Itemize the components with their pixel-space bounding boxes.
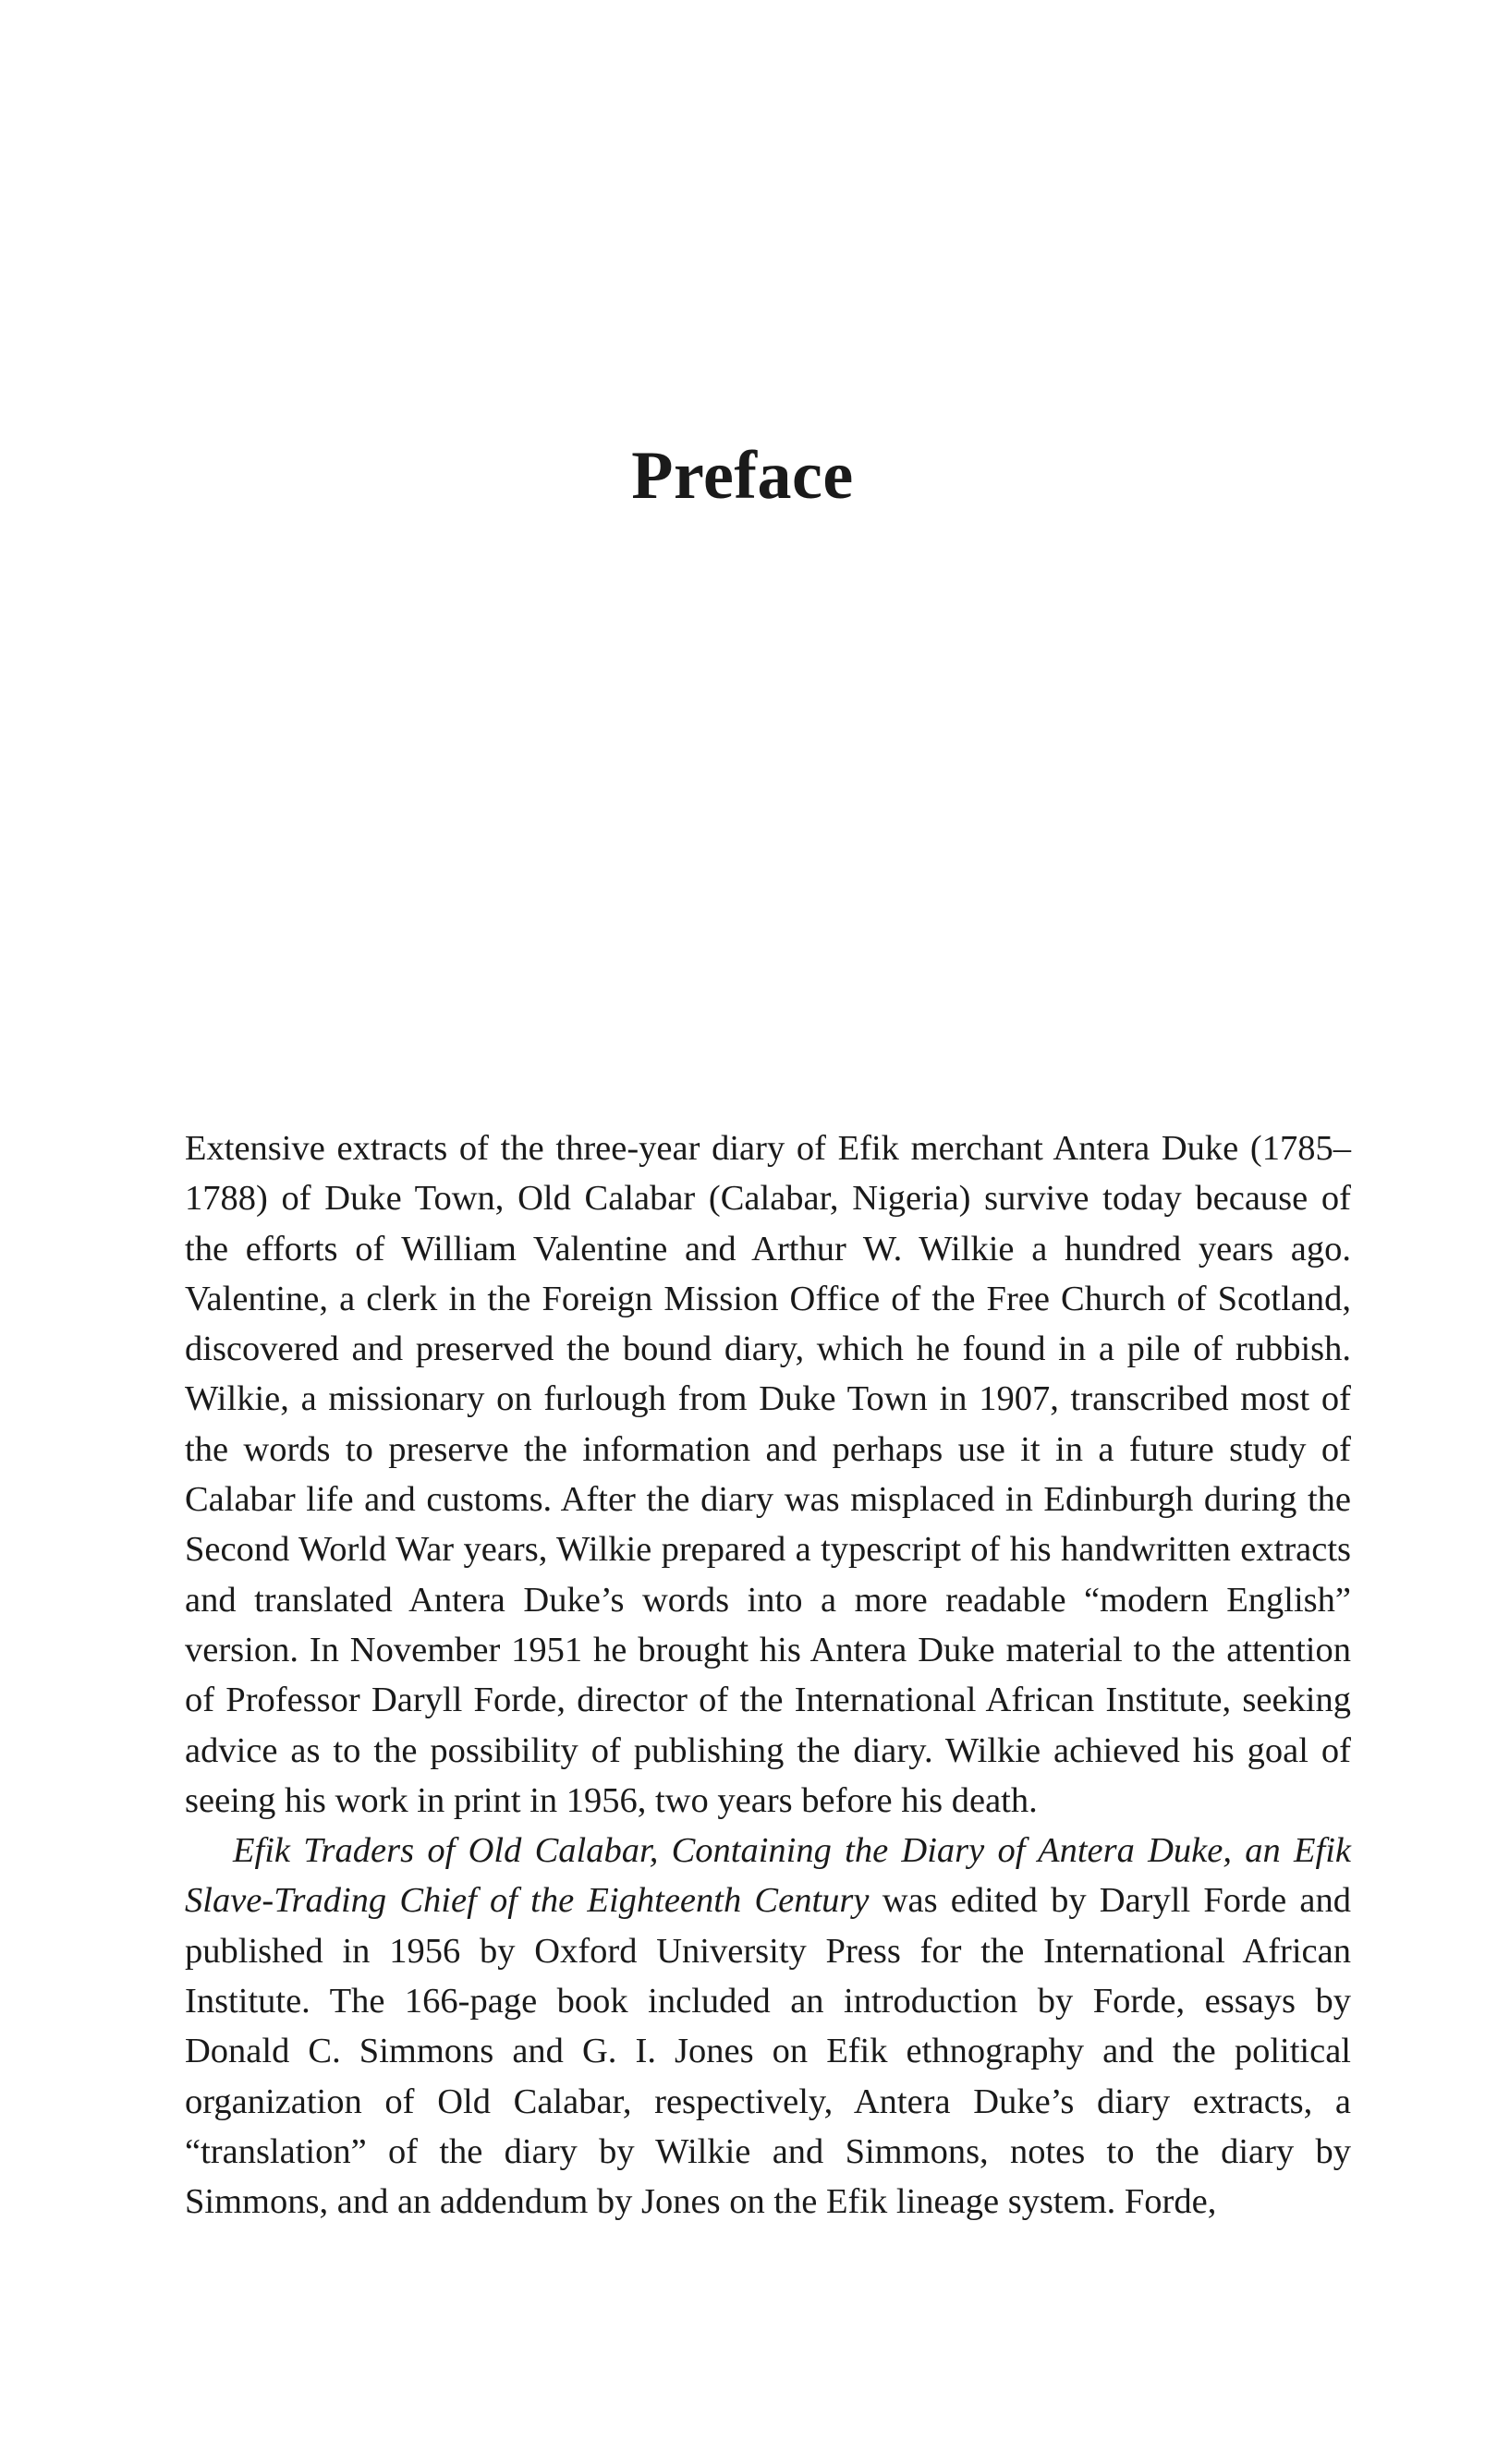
paragraph-2 <box>185 1826 1351 2227</box>
page-title: Preface <box>631 438 854 514</box>
paragraph-2-text: was edited by Daryll Forde and published in 1956 by Oxford University Press for the International African Institute. The 166-page book included an introduction by Forde, essays by Donald C. Simmons and G. I. Jones on Efik ethnography and the political organization of Old Calabar, respectively, Antera Duke’s diary extracts, a “translation” of the diary by Wilkie and Simmons, notes to the diary by Simmons, and an addendum by Jones on the Efik lineage system. Forde, <box>185 1881 1351 2222</box>
book-title-italic: Efik Traders of Old Calabar, Containing the Diary of Antera Duke, an Efik Slave-Trading Chief of the Eighteenth Century <box>185 1831 1351 1921</box>
preface-body <box>185 1123 1351 2227</box>
paragraph-1: Extensive extracts of the three-year diary of Efik merchant Antera Duke (1785–1788) of Duke Town, Old Calabar (Calabar, Nigeria) survive today because of the efforts of William Valentine and Arthur W. Wilkie a hundred years ago. Valentine, a clerk in the Foreign Mission Office of the Free Church of Scotland, discovered and preserved the bound diary, which he found in a pile of rubbish. Wilkie, a missionary on furlough from Duke Town in 1907, transcribed most of the words to preserve the information and perhaps use it in a future study of Calabar life and customs. After the diary was misplaced in Edinburgh during the Second World War years, Wilkie prepared a typescript of his handwritten extracts and translated Antera Duke’s words into a more readable “modern English” version. In November 1951 he brought his Antera Duke material to the attention of Professor Daryll Forde, director of the International African Institute, seeking advice as to the possibility of publishing the diary. Wilkie achieved his goal of seeing his work in print in 1956, two years before his death. <box>185 1129 1351 1820</box>
